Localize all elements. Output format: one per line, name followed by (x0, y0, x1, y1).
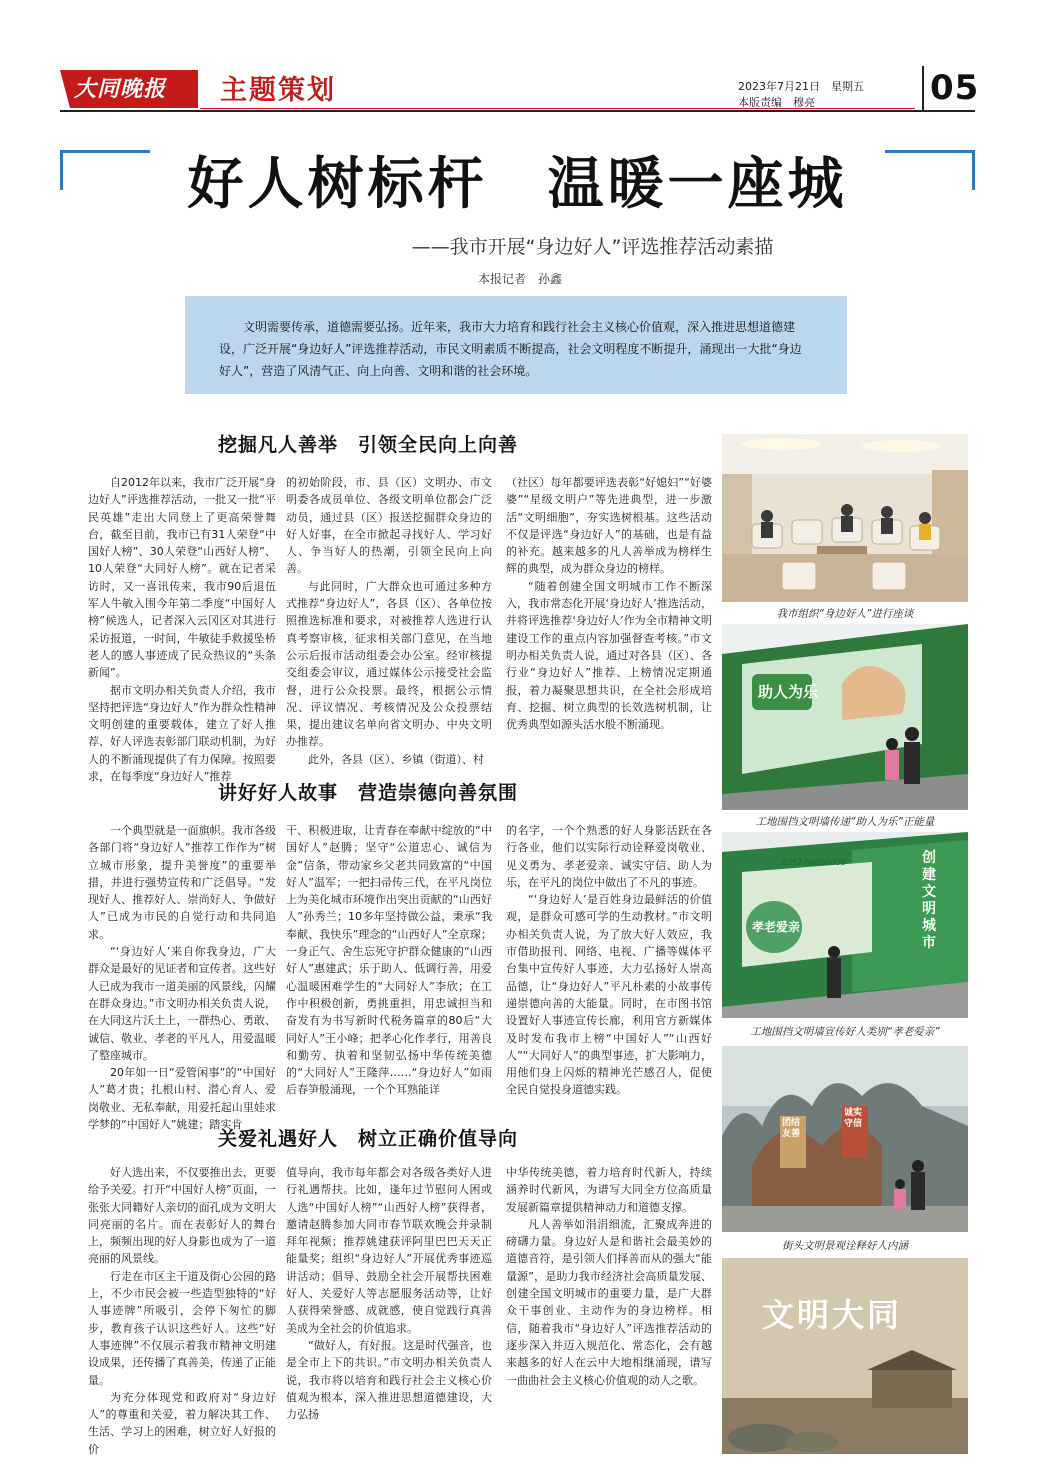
paragraph: 好人选出来，不仅要推出去，更要给予关爱。打开“中国好人榜”页面，一张张大同籍好人亲切的面孔成为文明大同亮丽的名片。而在表彰好人的舞台上，频频出现的好人身影也成为了一道亮丽的风景线。 (88, 1166, 276, 1266)
page-number: 05 (930, 68, 980, 108)
wall-side-banner: 创建文明城市 (922, 850, 936, 951)
section-2-column-3 (506, 822, 712, 1112)
photo-caption: 工地围挡文明墙传递“助人为乐”正能量 (755, 816, 935, 828)
headline: 好人树标杆 温暖一座城 (187, 151, 848, 217)
header-rule (60, 110, 975, 112)
paragraph: “随着创建全国文明城市工作不断深入，我市常态化开展‘身边好人’推选活动，并将评选推荐‘身边好人’作为全市精神文明建设工作的重点内容加强督查考核。”市文明办相关负责人说，通过对各县（区）、各行业“身边好人”推荐、上榜情况定期通报，着力凝聚思想共识，在全社会形成培育、挖掘、树立典型的长效选树机制，让优秀典型如源头活水般不断涌现。 (506, 579, 712, 732)
paragraph: “‘身边好人’是百姓身边最鲜活的价值观，是群众可感可学的生动教材。”市文明办相关负责人说，为了放大好人效应，我市借助报刊、网络、电视、广播等媒体平台集中宣传好人事迹，大力弘扬好人崇高品德，让“身边好人”平凡朴素的小故事传递崇德向善的大能量。同时，在市图书馆设置好人事迹宣传长廊，利用官方新媒体及时发布我市上榜“中国好人”“山西好人”“大同好人”的典型事迹，扩大影响力，用他们身上闪烁的精神光芒感召人，促使全民自觉投身道德实践。 (506, 893, 712, 1097)
section-1-column-1 (88, 474, 276, 784)
section-heading-3: 关爱礼遇好人 树立正确价值导向 (218, 1128, 519, 1150)
street-landscape-illustration (722, 1046, 968, 1232)
paragraph: 自2012年以来，我市广泛开展“身边好人”评选推荐活动，一批又一批“平民英雄”走出大同登上了更高荣誉舞台，截至目前，我市已有31人荣登“中国好人榜”、30人荣登“山西好人榜”、10人荣登“大同好人榜”。就在记者采访时，又一喜讯传来，我市90后退伍军人牛敏入围今年第二季度“中国好人榜”候选人，记者深入云冈区对其进行采访报道，一时间，牛敏徒手救援坠桥老人的感人事迹成了民众热议的“头条新闻”。 (88, 476, 276, 680)
section-3-column-1 (88, 1164, 276, 1454)
title-bracket-right (885, 150, 975, 190)
intro-lead: 文明需要传承，道德需要弘扬。近年来，我市大力培育和践行社会主义核心价值观，深入推进思想道德建设，广泛开展“身边好人”评选推荐活动，市民文明素质不断提高，社会文明程度不断提升，涌现出一大批“身边好人”，营造了风清气正、向上向善、文明和谐的社会环境。 (185, 296, 847, 394)
section-1-column-2 (286, 474, 492, 764)
paragraph: 凡人善举如涓涓细流，汇聚成奔进的磅礴力量。身边好人是和谐社会最美妙的道德音符，是引领人们择善而从的强大“能量源”，是助力我市经济社会高质量发展、创建全国文明城市的重要力量，是广大群众干事创业、主动作为的身边榜样。相信，随着我市“身边好人”评选推荐活动的逐步深入并迈入规范化、常态化，会有越来越多的好人在云中大地相继涌现，谱写一曲曲社会主义核心价值观的动人之歌。 (506, 1217, 712, 1387)
wall-mural-illustration (722, 624, 968, 810)
page-editor: 本版责编 穆亮 (738, 96, 815, 109)
photo-caption: 工地围挡文明墙宣传好人类别“孝老爱亲” (750, 1026, 940, 1038)
paragraph: 中华传统美德，着力培育时代新人，持续涵养时代新风，为谱写大同全方位高质量发展新篇章提供精神动力和道德支撑。 (506, 1166, 712, 1214)
paragraph: 值导向，我市每年都会对各级各类好人进行礼遇帮扶。比如，逢年过节慰问人困或人选“中国好人榜”“山西好人榜”获得者，邀请赵腾参加大同市春节联欢晚会并录制拜年视频；推荐姚建获评阿里巴巴天天正能量奖；组织“身边好人”开展优秀事迹巡讲活动；倡导、鼓励全社会开展帮扶困难好人、关爱好人等志愿服务活动等，让好人获得荣誉感、成就感，使自觉践行真善美成为全社会的价值追求。 (286, 1166, 492, 1335)
photo-wall-filial (722, 832, 968, 1018)
paragraph: “做好人，有好报。这是时代强音，也是全市上下的共识。”市文明办相关负责人说，我市将以培育和践行社会主义核心价值观为根本，深入推进思想道德建设，大力弘扬 (286, 1338, 492, 1422)
photo-wall-helping (722, 624, 968, 810)
paragraph: 据市文明办相关负责人介绍，我市坚持把评选“身边好人”作为群众性精神文明创建的重要载体，建立了好人推荐、好人评选表彰部门联动机制，为好人的不断涌现提供了有力保障。按照要求，在每季度“身边好人”推荐 (88, 683, 276, 784)
city-wall-illustration (722, 1258, 968, 1454)
paragraph: （社区）每年都要评选表彰“好媳妇”“好婆婆”“星级文明户”等先进典型，进一步激活“文明细胞”，夯实选树根基。这些活动不仅是评选“身边好人”的基础，也是有益的补充。越来越多的凡人善举成为榜样生辉的典型，成为群众身边的榜样。 (506, 476, 712, 576)
paragraph: 此外，各县（区）、乡镇（街道）、村 (308, 752, 484, 766)
paragraph: 行走在市区主干道及街心公园的路上，不少市民会被一些造型独特的“好人事迹牌”所吸引，会停下匆忙的脚步，教育孩子认识这些好人。这些“好人事迹牌”不仅展示着我市精神文明建设成果，还传播了真善美，传递了正能量。 (88, 1269, 276, 1387)
meeting-room-illustration (722, 434, 968, 602)
header-divider (922, 66, 924, 112)
section-heading-1: 挖掘凡人善举 引领全民向上向善 (218, 434, 519, 456)
photo-street (722, 1046, 968, 1232)
paragraph: 与此同时，广大群众也可通过多种方式推荐“身边好人”，各县（区）、各单位按照推选标准和要求，对被推荐人选进行认真考察审核，征求相关部门意见，在当地公示后报市活动组委会办公室。经审核提交组委会审议，通过媒体公示接受社会监督，进行公众投票。最终，根据公示情况、评议情况、考核情况及公众投票结果，提出建议名单向省文明办、中央文明办推荐。 (286, 579, 492, 749)
section-2-column-1 (88, 822, 276, 1132)
photo-caption: 我市组织“身边好人”进行座谈 (776, 608, 914, 620)
wall-sign-text: 孝老爱亲 (752, 920, 801, 934)
newspaper-logo: 大同晚报 (60, 70, 198, 108)
wall-phone-text: 0352 00000000 (782, 858, 846, 867)
paragraph: 20年如一日“爱管闲事”的“中国好人”葛才贵；扎根山村、潜心育人、爱岗敬业、无私奉献，用爱托起山里娃求学梦的“中国好人”姚建；踏实肯 (88, 1066, 276, 1132)
title-bracket-left (60, 150, 150, 190)
brand-calligraphy: 文明大同 (762, 1296, 903, 1334)
subheadline: ——我市开展“身边好人”评选推荐活动素描 (411, 236, 774, 258)
issue-date: 2023年7月21日 星期五 (738, 80, 864, 93)
section-3-column-3 (506, 1164, 712, 1454)
byline: 本报记者 孙鑫 (477, 272, 562, 286)
paragraph: 的初始阶段，市、县（区）文明办、市文明委各成员单位、各级文明单位都会广泛动员，通过县（区）报送挖掘群众身边的好人好事，在全市掀起寻找好人、学习好人、争当好人的热潮，引领全民向上向善。 (286, 476, 492, 576)
paragraph: “‘身边好人’来自你我身边，广大群众是最好的见证者和宣传者。这些好人已成为我市一道美丽的风景线，闪耀在群众身边。”市文明办相关负责人说，在大同这片沃土上，一群热心、勇敢、诚信、敬业、孝老的平凡人，用爱温暖了整座城市。 (88, 945, 276, 1062)
paragraph: 为充分体现党和政府对“身边好人”的尊重和关爱，着力解决其工作、生活、学习上的困难，树立好人好报的价 (88, 1390, 276, 1456)
paragraph: 的名字，一个个熟悉的好人身影活跃在各行各业，他们以实际行动诠释爱岗敬业、见义勇为、孝老爱亲、诚实守信、助人为乐，在平凡的岗位中做出了不凡的事迹。 (506, 824, 712, 889)
section-2-column-2 (286, 822, 492, 1112)
section-heading-2: 讲好好人故事 营造崇德向善氛围 (218, 782, 519, 804)
landscape-sign-text: 团结友善 (782, 1118, 801, 1139)
wall-sign-text: 助人为乐 (758, 683, 819, 701)
paragraph: 干、积极进取，让青春在奉献中绽放的“中国好人”赵腾；坚守“公道忠心、诚信为金”信条，带动家乡父老共同致富的“中国好人”温军；一把扫帚传三代，在平凡岗位上为美化城市环境作出突出贡献的“山西好人”孙秀兰；10多年坚持做公益，秉承“我奉献、我快乐”理念的“山西好人”全京琛；一身正气、舍生忘死守护群众健康的“山西好人”惠建武；乐于助人、低调行善，用爱心温暖困难学生的“大同好人”李欣；在工作中积极创新，勇挑重担，用忠诚担当和奋发有为书写新时代税务篇章的80后“大同好人”王小峰；把孝心化作孝行，用善良和勤劳、执着和坚韧弘扬中华传统美德的“大同好人”王隆萍……“身边好人”如雨后春笋般涌现，一个个耳熟能详 (286, 824, 492, 1097)
section-3-column-2 (286, 1164, 492, 1454)
photo-brand (722, 1258, 968, 1454)
photo-caption: 街头文明景观诠释好人内涵 (782, 1240, 908, 1252)
photo-meeting (722, 434, 968, 602)
landscape-sign-text: 诚实守信 (844, 1108, 863, 1129)
section-1-column-3 (506, 474, 712, 764)
section-title: 主题策划 (220, 75, 336, 106)
paragraph: 一个典型就是一面旗帜。我市各级各部门将“身边好人”推荐工作作为“树立城市形象，提升美誉度”的重要举措，并进行强势宣传和广泛倡导。“发现好人、推荐好人、崇尚好人、争做好人”已成为市民的自觉行动和共同追求。 (88, 824, 276, 941)
